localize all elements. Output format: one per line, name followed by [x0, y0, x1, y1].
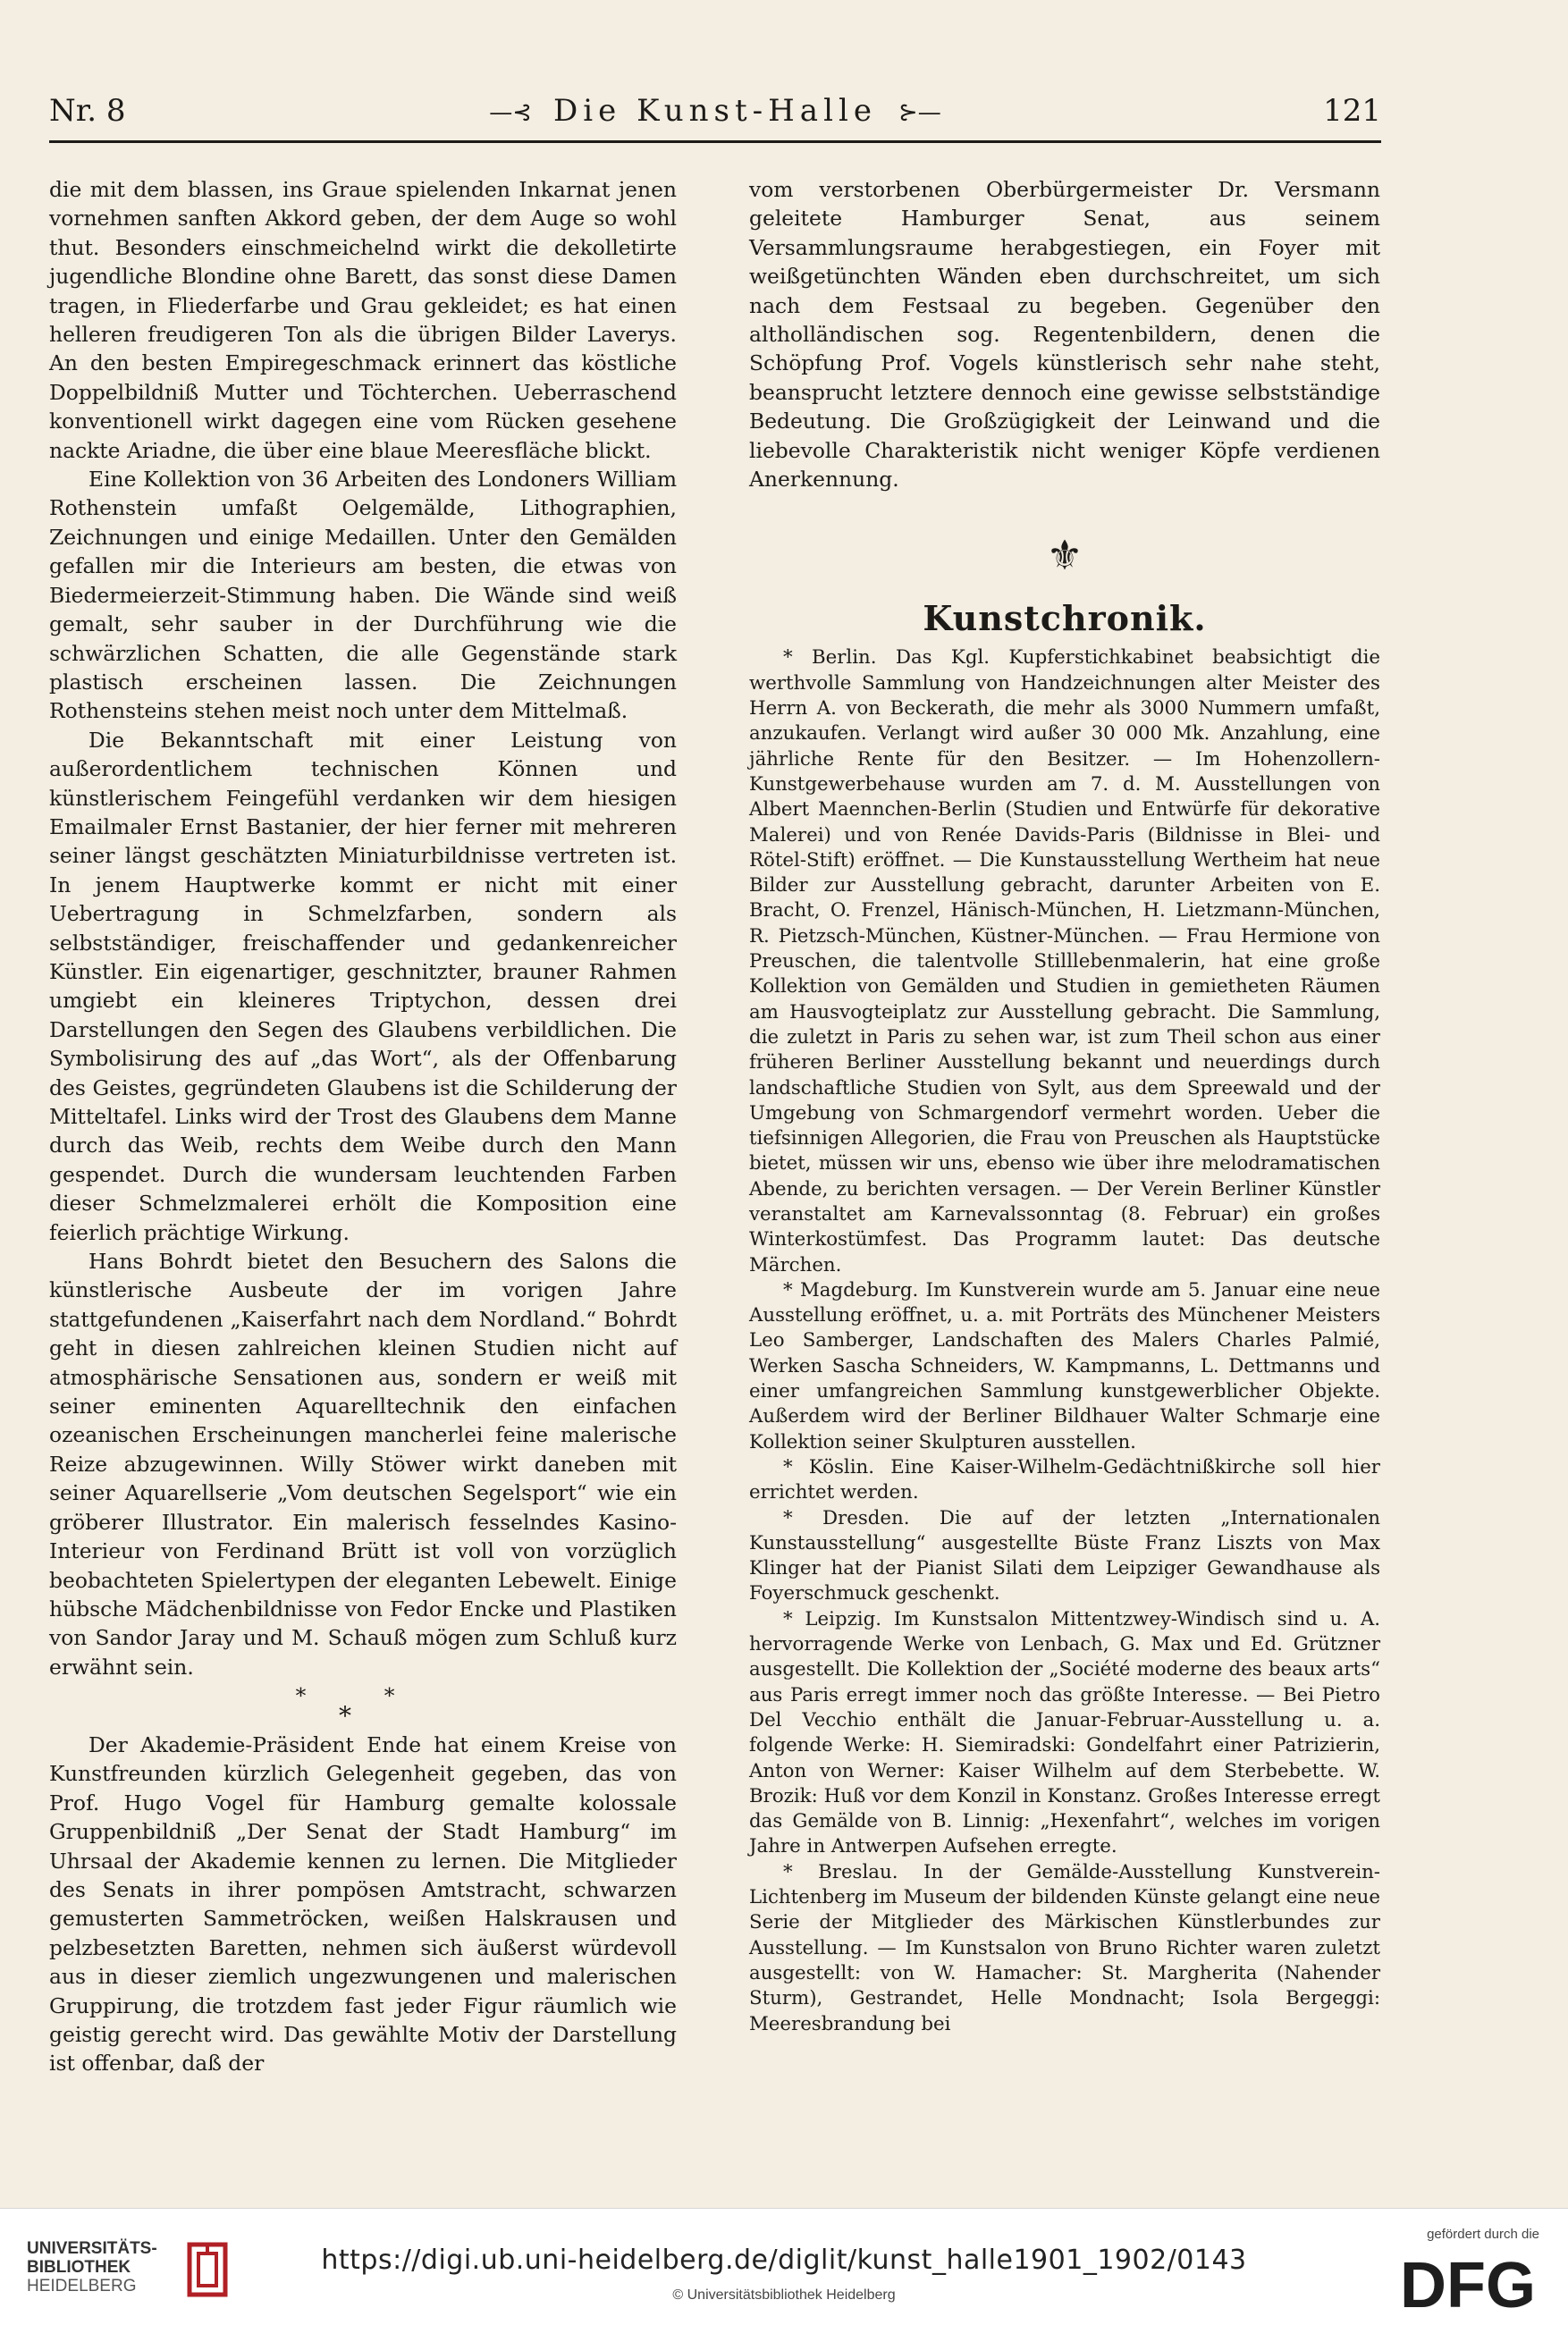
paragraph-bastanier: Die Bekanntschaft mit einer Leistung von außerordentlichem technischen Können und künstlerischem Feingefühl verdanken wir dem hiesigen Emailmaler Ernst Bastanier, der hier ferner mit mehreren seiner längst geschätzten Miniaturbildnisse vertreten ist. In jenem Hauptwerke kommt er nicht mit einer Uebertragung in Schmelzfarben, sondern als selbstständiger, freischaffender und gedankenreicher Künstler. Ein eigenartiger, geschnitzter, brauner Rahmen umgiebt ein kleineres Triptychon, dessen drei Darstellungen den Segen des Glaubens verbildlichen. Die Symbolisirung des auf „das Wort“, als der Offenbarung des Geistes, gegründeten Glaubens ist die Schilderung der Mitteltafel. Links wird der Trost des Glaubens dem Manne durch das Weib, rechts dem Weibe durch den Mann gespendet. Durch die wundersam leuchtenden Farben dieser Schmelzmalerei erhölt die Komposition eine feierlich prächtige Wirkung. — [49, 727, 677, 1245]
dfg-wordmark: DFG — [1400, 2250, 1536, 2316]
paragraph-bohrdt: Hans Bohrdt bietet den Besuchern des Salons die künstlerische Ausbeute der im vorigen Jahre stattgefundenen „Kaiserfahrt nach dem Nordland.“ Bohrdt geht in diesen zahlreichen kleinen Studien nicht auf atmosphärische Sensationen aus, sondern er weiß mit seiner eminenten Aquarelltechnik den einfachen ozeanischen Erscheinungen mancherlei feine malerische Reize abzugewinnen. Willy Stöwer wirkt daneben mit seiner Aquarellserie „Vom deutschen Segelsport“ wie ein gröberer Illustrator. Ein malerisch fesselndes Kasino-Interieur von Ferdinand Brütt ist voll von vorzüglich beobachteten Spielertypen der eleganten Lebewelt. Einige hübsche Mädchenbildnisse von Fedor Encke und Plastiken von Sandor Jaray und M. Schauß mögen zum Schluß kurz erwähnt sein. — [49, 1249, 677, 1680]
chronicle-list — [749, 645, 1380, 2036]
section-title-kunstchronik: Kunstchronik. — [923, 598, 1207, 639]
viewer-footer — [0, 2208, 1568, 2325]
header-ornament-left: —⊰ — [489, 99, 533, 126]
chronicle-entry-koeslin: * Köslin. Eine Kaiser-Wilhelm-Gedächtnißkirche soll hier errichtet werden. — [749, 1455, 1380, 1504]
page-header — [49, 88, 1381, 143]
journal-title-line — [49, 93, 1381, 129]
chronicle-entry-breslau: * Breslau. In der Gemälde-Ausstellung Kunstverein-Lichtenberg im Museum der bildenden Künste gelangt eine neue Serie der Mitglieder des Märkischen Künstlerbundes zur Ausstellung. — Im Kunstsalon von Bruno Richter waren zuletzt ausgestellt: von W. Hamacher: St. Margherita (Nahender Sturm), Gestrandet, Helle Mondnacht; Isola Bergeggi: Meeresbrandung bei — [749, 1860, 1380, 2035]
funding-note: gefördert durch die — [1427, 2227, 1539, 2242]
chronicle-entry-dresden: * Dresden. Die auf der letzten „Internationalen Kunstausstellung“ ausgestellte Büste Franz Liszts von Max Klinger hat der Pianist Silati dem Leipziger Gewandhause als Foyerschmuck geschenkt. — [749, 1506, 1380, 1605]
library-name-line1: UNIVERSITÄTS- — [27, 2239, 157, 2258]
chronicle-entry-berlin: * Berlin. Das Kgl. Kupferstichkabinet beabsichtigt die werthvolle Sammlung von Handzeichnungen alter Meister des Herrn A. von Beckerath, die mehr als 3000 Nummern umfaßt, anzukaufen. Verlangt wird außer 30 000 Mk. Anzahlung, eine jährliche Rente für den Besitzer. — Im Hohenzollern-Kunstgewerbehause wurden am 7. d. M. Ausstellungen von Albert Maennchen-Berlin (Studien und Entwürfe für dekorative Malerei) und von Renée Davids-Paris (Bildnisse in Blei- und Rötel-Stift) eröffnet. — Die Kunstausstellung Wertheim hat neue Bilder zur Ausstellung gebracht, darunter Arbeiten von E. Bracht, O. Frenzel, Hänisch-München, H. Lietzmann-München, R. Pietzsch-München, Küstner-München. — Frau Hermione von Preuschen, die talentvolle Stilllebenmalerin, hat eine große Kollektion von Gemälden und Studien in gemietheten Räumen am Hausvogteiplatz zur Ausstellung gebracht. Die Sammlung, die zuletzt in Paris zu sehen war, ist zum Theil schon aus einer früheren Berliner Ausstellung bekannt und neuerdings durch landschaftliche Studien von Sylt, aus dem Spreewald und der Umgebung von Schmargendorf vermehrt worden. Ueber die tiefsinnigen Allegorien, die Frau von Preuschen als Hauptstücke bietet, müssen wir uns, ebenso wie über ihre melodramatischen Abende, zu berichten versagen. — Der Verein Berliner Künstler veranstaltet am Karnevalssonntag (8. Februar) ein großes Winterkostümfest. Das Programm lautet: Das deutsche Märchen. — [749, 646, 1380, 1276]
copyright-notice: © Universitätsbibliothek Heidelberg — [672, 2287, 896, 2303]
paragraph-senate-continuation: vom verstorbenen Oberbürgermeister Dr. Versmann geleitete Hamburger Senat, aus seinem Versammlungsraume herabgestiegen, ein Foyer mit weißgetünchten Wänden eben durchschreitet, um sich nach dem Festsaal zu begeben. Gegenüber den altholländischen sog. Regentenbildern, denen die Schöpfung Prof. Vogels künstlerisch sehr nahe steht, beansprucht letztere dennoch eine gewisse selbstständige Bedeutung. Die Großzügigkeit der Leinwand und die liebevolle Charakteristik nicht weniger Köpfe verdienen Anerkennung. — [749, 177, 1380, 493]
right-column — [749, 175, 1380, 2037]
library-name-line3: HEIDELBERG — [27, 2277, 137, 2296]
library-name-line2: BIBLIOTHEK — [27, 2258, 131, 2277]
chronicle-entry-leipzig: * Leipzig. Im Kunstsalon Mittentzwey-Windisch sind u. A. hervorragende Werke von Lenbach, G. Max und Ed. Grützner ausgestellt. Die Kollektion der „Société moderne des beaux arts“ aus Paris erregt immer noch das größte Interesse. — Bei Pietro Del Vecchio enthält die Januar-Februar-Ausstellung u. a. folgende Werke: H. Siemiradski: Gondelfahrt einer Patrizierin, Anton von Werner: Kaiser Wilhelm auf dem Sterbebette. W. Brozik: Huß vor dem Konzil in Konstanz. Großes Interesse erregt das Gemälde von B. Linnig: „Hexenfahrt“, welches im vorigen Jahre in Antwerpen Aufsehen erregte. — [749, 1607, 1380, 1858]
paragraph-senate-painting: Der Akademie-Präsident Ende hat einem Kreise von Kunstfreunden kürzlich Gelegenheit gegeben, das von Prof. Hugo Vogel für Hamburg gemalte kolossale Gruppenbildniß „Der Senat der Stadt Hamburg“ im Uhrsaal der Akademie kennen zu lernen. Die Mitglieder des Senats in ihrer pompösen Amtstracht, schwarzen gemusterten Sammetröcken, weißen Halskrausen und pelzbesetzten Baretten, nehmen sich äußerst würdevoll aus in dieser ziemlich ungezwungenen und malerischen Gruppirung, die trotzdem fast jeder Figur räumlich wie geistig gerecht wird. Das gewählte Motiv der Darstellung ist offenbar, daß der — [49, 1731, 677, 2076]
header-ornament-right: ⊱— — [898, 99, 941, 126]
left-column — [49, 175, 677, 2078]
section-stars-top: * * — [295, 1683, 431, 1709]
paragraph-lavery: die mit dem blassen, ins Graue spielenden Inkarnat jenen vornehmen sanften Akkord geben, der dem Auge so wohl thut. Besonders einschmeichelnd wirkt die dekolletirte jugendliche Blondine ohne Barett, das sonst diese Damen tragen, in Fliederfarbe und Grau gekleidet; es hat einen helleren freudigeren Ton als die übrigen Bilder Laverys. An den besten Empiregeschmack erinnert das köstliche Doppelbildniß Mutter und Töchterchen. Ueberraschend konventionell wirkt dagegen eine vom Rücken gesehene nackte Ariadne, die über eine blaue Meeresfläche blickt. — [49, 177, 677, 463]
chronicle-entry-magdeburg: * Magdeburg. Im Kunstverein wurde am 5. Januar eine neue Ausstellung eröffnet, u. a. mit Porträts des Münchener Meisters Leo Samberger, Landschaften des Malers Charles Palmié, Werken Sascha Schneiders, W. Kampmanns, L. Dettmanns und einer umfangreichen Sammlung kunstgewerblicher Objekte. Außerdem wird der Berliner Bildhauer Walter Schmarje eine Kollektion seiner Skulpturen ausstellen. — [749, 1278, 1380, 1453]
issue-number: Nr. 8 — [49, 93, 126, 129]
page-number: 121 — [1323, 93, 1381, 129]
journal-title: Die Kunst-Halle — [553, 93, 877, 129]
fleuron-ornament-icon: ⚜ — [1046, 531, 1083, 580]
header-rule — [49, 140, 1381, 143]
document-url-link[interactable]: https://digi.ub.uni-heidelberg.de/diglit/kunst_halle1901_1902/0143 — [321, 2245, 1247, 2276]
paragraph-rothenstein: Eine Kollektion von 36 Arbeiten des Londoners William Rothenstein umfaßt Oelgemälde, Lithographien, Zeichnungen und einige Medaillen. Unter den Gemälden gefallen mir die Interieurs am besten, die etwas von Biedermeierzeit-Stimmung haben. Die Wände sind weiß gemalt, sehr sauber in der Durchführung wie die schwärzlichen Schatten, die alle Gegenstände stark plastisch erscheinen lassen. Die Zeichnungen Rothensteins stehen meist noch unter dem Mittelmaß. — [49, 467, 677, 724]
dfg-logo[interactable] — [1352, 2221, 1539, 2316]
section-stars-middle: * — [339, 1700, 387, 1731]
